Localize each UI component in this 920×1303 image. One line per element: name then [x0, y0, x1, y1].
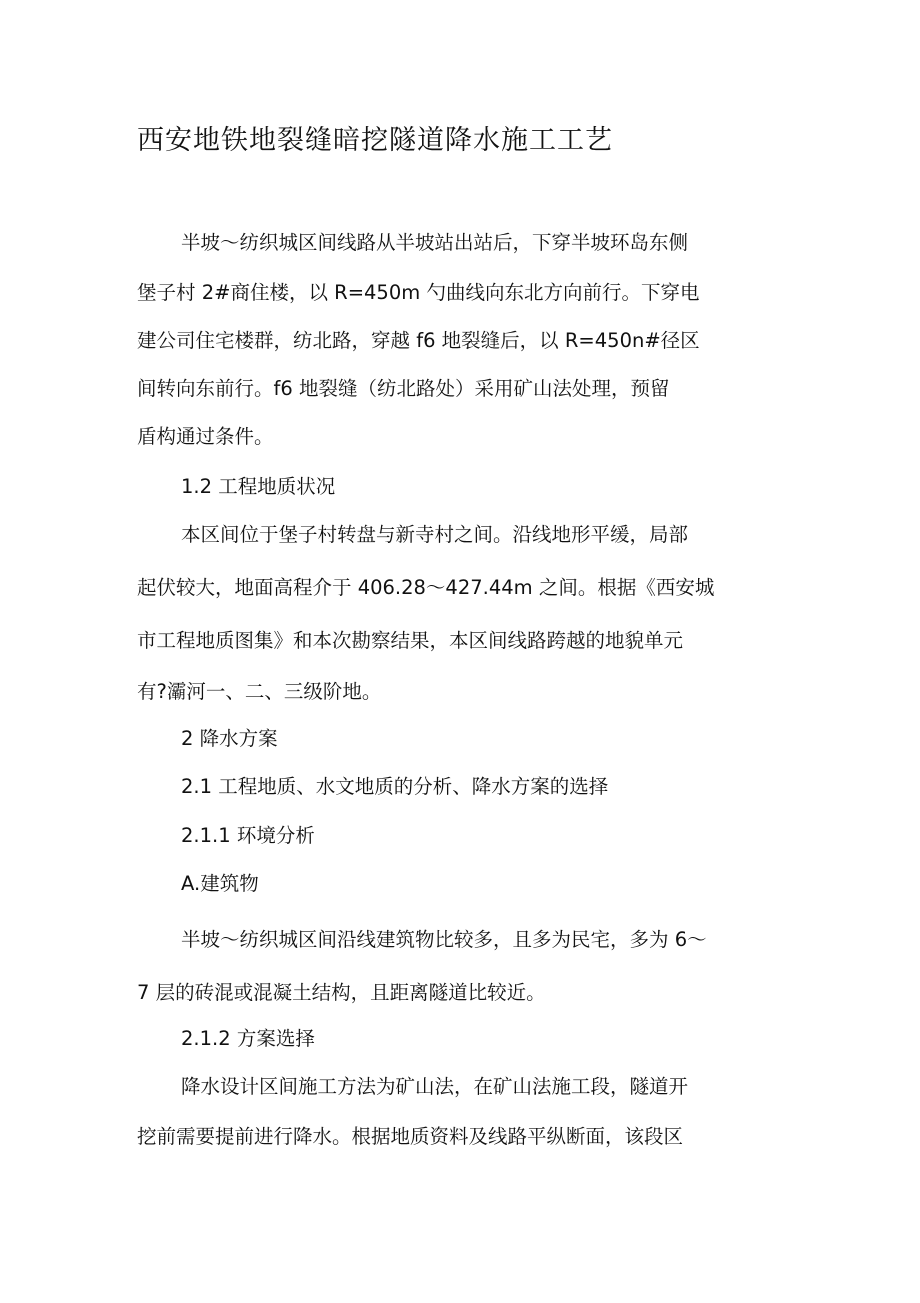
paragraph-line: 起伏较大，地面高程介于 406.28〜427.44m 之间。根据《西安城 — [137, 576, 715, 599]
paragraph-line: 建公司住宅楼群，纺北路，穿越 f6 地裂缝后，以 R=450n#径区 — [137, 329, 700, 352]
document-title: 西安地铁地裂缝暗挖隧道降水施工工艺 — [137, 125, 613, 156]
section-heading: A.建筑物 — [181, 872, 259, 895]
paragraph-line: 市工程地质图集》和本次勘察结果，本区间线路跨越的地貌单元 — [137, 629, 684, 652]
paragraph-line: 降水设计区间施工方法为矿山法，在矿山法施工段，隧道开 — [181, 1075, 689, 1098]
section-heading: 2 降水方案 — [181, 727, 278, 750]
paragraph-line: 半坡〜纺织城区间沿线建筑物比较多，且多为民宅，多为 6〜 — [181, 928, 707, 951]
paragraph-line: 本区间位于堡子村转盘与新寺村之间。沿线地形平缓，局部 — [181, 523, 689, 546]
section-heading: 2.1.1 环境分析 — [181, 824, 315, 847]
paragraph-line: 有?灞河一、二、三级阶地。 — [137, 680, 382, 703]
paragraph-line: 半坡〜纺织城区间线路从半坡站出站后，下穿半坡环岛东侧 — [181, 231, 689, 254]
paragraph-line: 间转向东前行。f6 地裂缝（纺北路处）采用矿山法处理，预留 — [137, 377, 670, 400]
paragraph-line: 7 层的砖混或混凝土结构，且距离隧道比较近。 — [137, 981, 546, 1004]
section-heading: 2.1.2 方案选择 — [181, 1027, 315, 1050]
paragraph-line: 盾构通过条件。 — [137, 425, 274, 448]
paragraph-line: 挖前需要提前进行降水。根据地质资料及线路平纵断面，该段区 — [137, 1125, 684, 1148]
section-heading: 2.1 工程地质、水文地质的分析、降水方案的选择 — [181, 775, 609, 798]
section-heading: 1.2 工程地质状况 — [181, 475, 336, 498]
paragraph-line: 堡子村 2#商住楼，以 R=450m 勺曲线向东北方向前行。下穿电 — [137, 281, 700, 304]
